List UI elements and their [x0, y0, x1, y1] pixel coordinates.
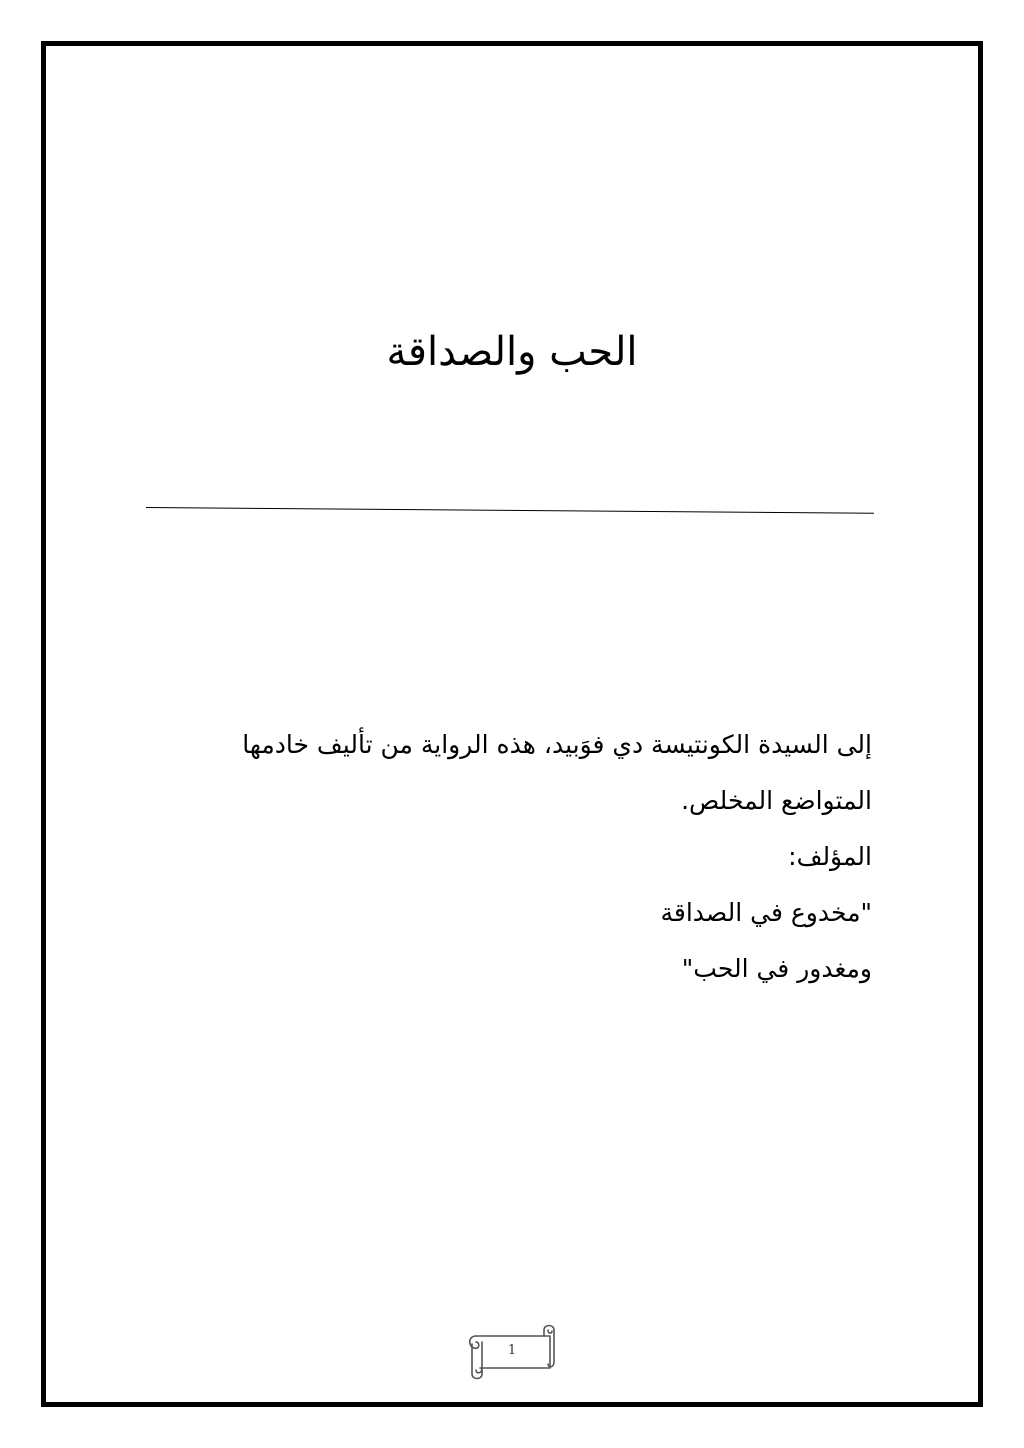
page-title: الحب والصداقة [386, 329, 638, 375]
dedication-block [152, 722, 872, 1002]
dedication-line: المتواضع المخلص. [681, 786, 872, 815]
dedication-line: إلى السيدة الكونتيسة دي فوَبيد، هذه الرواية من تأليف خادمها [242, 730, 872, 759]
dedication-line: المؤلف: [788, 842, 872, 871]
dedication-line: ومغدور في الحب" [681, 954, 872, 983]
dedication-line: "مخدوع في الصداقة [660, 898, 872, 927]
page-number-badge [462, 1322, 558, 1384]
page-number: 1 [507, 1343, 517, 1358]
